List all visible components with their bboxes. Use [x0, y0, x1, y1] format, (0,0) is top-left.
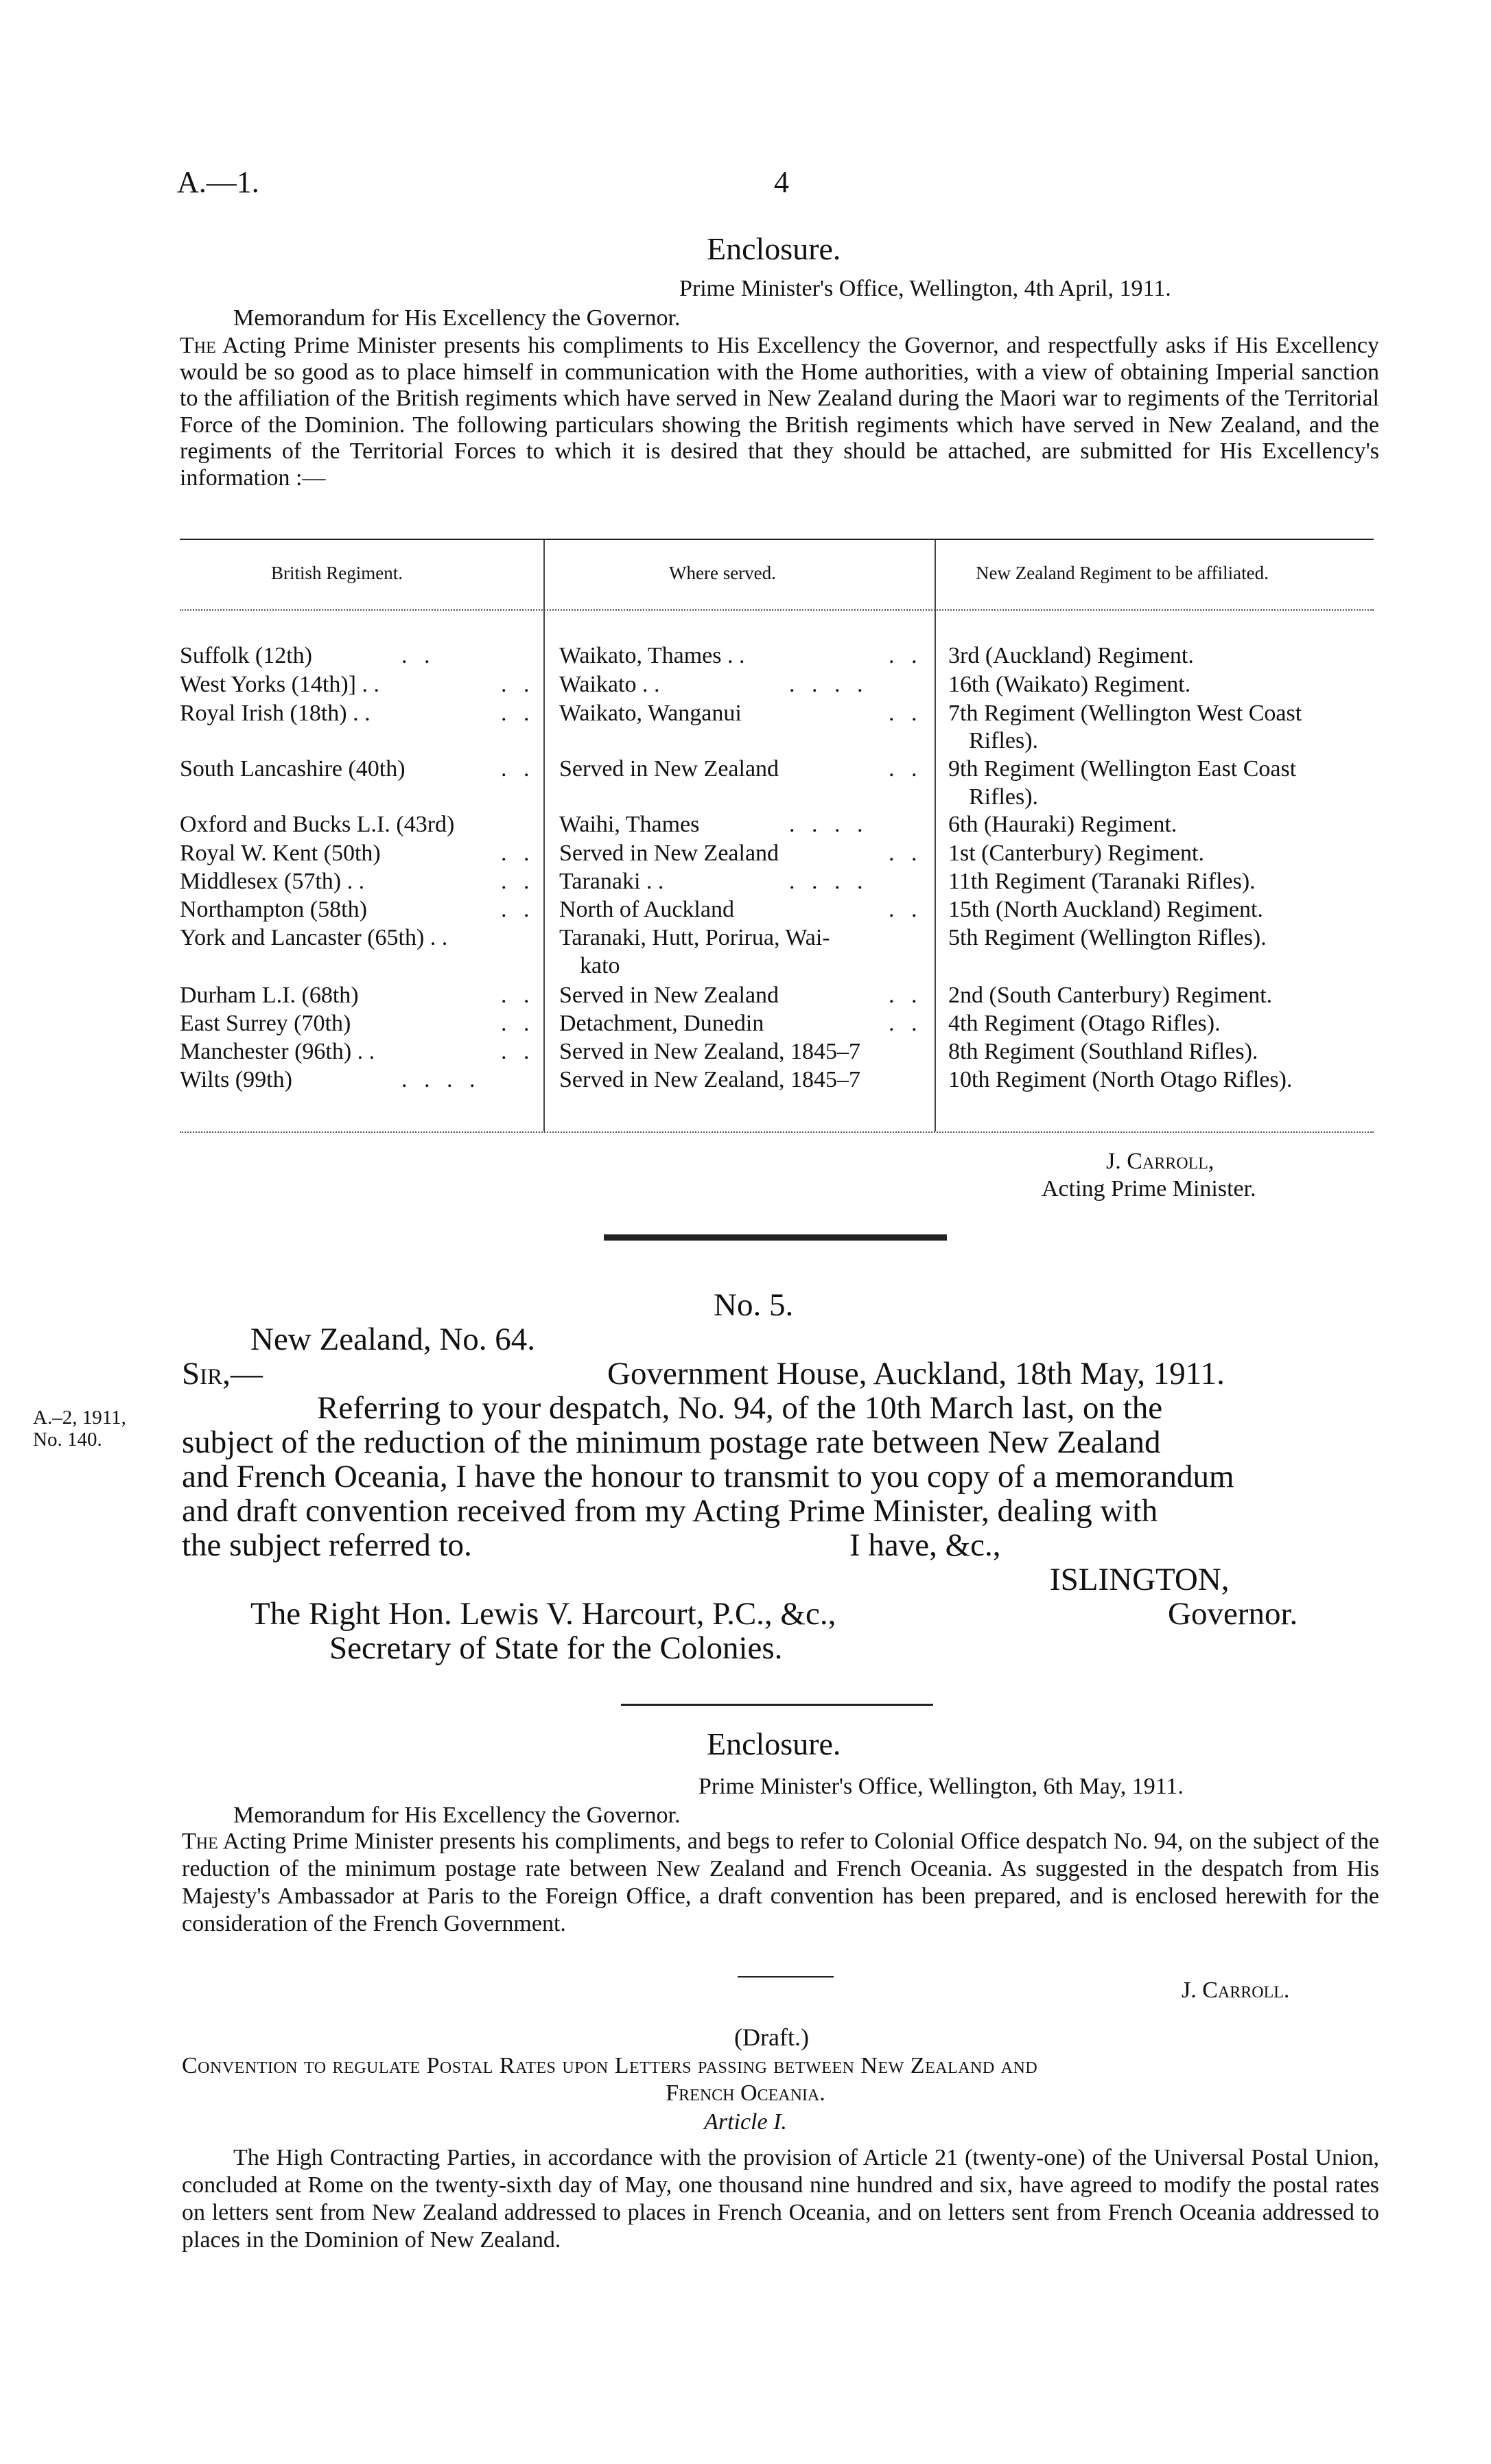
- british-regiment: Northampton (58th): [180, 897, 367, 922]
- enclosure-dateline: Prime Minister's Office, Wellington, 4th April, 1911.: [679, 276, 1171, 301]
- memorandum-body: [182, 1828, 1379, 1938]
- despatch-closing: I have, &c.,: [849, 1527, 1001, 1563]
- leader-dots: . . . .: [401, 1067, 481, 1092]
- where-served: Served in New Zealand: [559, 756, 779, 782]
- page-number: 4: [774, 165, 789, 199]
- column-divider: [935, 540, 936, 1131]
- leader-dots: . . . .: [789, 869, 869, 894]
- leader-dots: . .: [501, 672, 535, 697]
- despatch-reference: New Zealand, No. 64.: [250, 1322, 536, 1357]
- where-served-continued: kato: [580, 953, 620, 978]
- table-header: Where served.: [669, 563, 776, 583]
- where-served: Served in New Zealand: [559, 983, 779, 1008]
- despatch-line: and French Oceania, I have the honour to transmit to you copy of a memorandum: [182, 1459, 1234, 1494]
- despatch-line: and draft convention received from my Acting Prime Minister, dealing with: [182, 1493, 1158, 1529]
- leader-dots: . .: [889, 756, 923, 782]
- nz-regiment-continued: Rifles).: [969, 784, 1039, 810]
- british-regiment: South Lancashire (40th): [180, 756, 406, 782]
- nz-regiment: 8th Regiment (Southland Rifles).: [948, 1039, 1258, 1064]
- british-regiment: Durham L.I. (68th): [180, 983, 359, 1008]
- british-regiment: Suffolk (12th): [180, 643, 312, 668]
- where-served: Waihi, Thames: [559, 812, 700, 837]
- where-served: Served in New Zealand, 1845–7: [559, 1039, 861, 1064]
- series-number: A.—1.: [177, 165, 259, 199]
- signer-title: Governor.: [1168, 1596, 1298, 1632]
- leader-dots: . .: [889, 841, 923, 866]
- nz-regiment: 7th Regiment (Wellington West Coast: [948, 701, 1302, 726]
- despatch-line: the subject referred to.: [182, 1527, 472, 1563]
- memorandum-title: Memorandum for His Excellency the Governor.: [233, 305, 681, 331]
- leader-dots: . .: [501, 1011, 535, 1036]
- despatch-line: Referring to your despatch, No. 94, of the 10th March last, on the: [317, 1390, 1163, 1426]
- nz-regiment-continued: Rifles).: [969, 728, 1039, 753]
- british-regiment: Royal W. Kent (50th): [180, 841, 381, 866]
- leader-dots: . .: [501, 701, 535, 726]
- leader-dots: . .: [889, 701, 923, 726]
- despatch-signer: ISLINGTON,: [1050, 1562, 1230, 1597]
- signature-title: Acting Prime Minister.: [1042, 1176, 1256, 1201]
- british-regiment: Manchester (96th) . .: [180, 1039, 375, 1064]
- signature-name: J. Carroll,: [1106, 1149, 1214, 1174]
- article-heading: Article I.: [704, 2109, 787, 2135]
- where-served: Waikato, Wanganui: [559, 701, 742, 726]
- leader-dots: . .: [889, 983, 923, 1008]
- nz-regiment: 2nd (South Canterbury) Regiment.: [948, 983, 1273, 1008]
- nz-regiment: 1st (Canterbury) Regiment.: [948, 841, 1204, 866]
- lead-word: The: [180, 333, 216, 358]
- british-regiment: Royal Irish (18th) . .: [180, 701, 371, 726]
- convention-title-continued: French Oceania.: [666, 2080, 825, 2106]
- article-text: The High Contracting Parties, in accordance with the provision of Article 21 (twenty-one) of the Universal Postal Union, concluded at Rome on the twenty-sixth day of May, one thousand nine hundred and six, have agreed to modify the postal rates on letters sent from New Zealand addressed to places in French Oceania, and on letters sent from French Oceania addressed to places in the Dominion of New Zealand.: [182, 2145, 1379, 2253]
- nz-regiment: 16th (Waikato) Regiment.: [948, 672, 1191, 697]
- despatch-dateline: Government House, Auckland, 18th May, 1911.: [607, 1356, 1225, 1392]
- table-header: New Zealand Regiment to be affiliated.: [976, 563, 1269, 583]
- british-regiment: Wilts (99th): [180, 1067, 292, 1092]
- leader-dots: . . . .: [789, 672, 869, 697]
- where-served: Served in New Zealand, 1845–7: [559, 1067, 861, 1092]
- section-divider: [604, 1234, 947, 1241]
- addressee: The Right Hon. Lewis V. Harcourt, P.C., &c.,: [250, 1596, 836, 1632]
- leader-dots: . .: [501, 897, 535, 922]
- leader-dots: . .: [501, 841, 535, 866]
- where-served: Detachment, Dunedin: [559, 1011, 764, 1036]
- nz-regiment: 3rd (Auckland) Regiment.: [948, 643, 1194, 668]
- convention-title: Convention to regulate Postal Rates upon Letters passing between New Zealand and: [182, 2053, 1038, 2078]
- leader-dots: . .: [501, 756, 535, 782]
- where-served: Waikato . .: [559, 672, 660, 697]
- leader-dots: . .: [501, 983, 535, 1008]
- enclosure-heading: Enclosure.: [707, 1726, 841, 1761]
- addressee-title: Secretary of State for the Colonies.: [329, 1630, 783, 1666]
- leader-dots: . .: [501, 869, 535, 894]
- salutation: Sir,—: [182, 1356, 263, 1392]
- where-served: Waikato, Thames . .: [559, 643, 745, 668]
- nz-regiment: 6th (Hauraki) Regiment.: [948, 812, 1177, 837]
- british-regiment: Middlesex (57th) . .: [180, 869, 365, 894]
- leader-dots: . .: [401, 643, 436, 668]
- nz-regiment: 9th Regiment (Wellington East Coast: [948, 756, 1297, 782]
- british-regiment: York and Lancaster (65th) . .: [180, 925, 448, 950]
- memorandum-text: Acting Prime Minister presents his compliments, and begs to refer to Colonial Office despatch No. 94, on the subject of the reduction of the minimum postage rate between New Zealand and French Oceania. As suggested in the despatch from His Majesty's Ambassador at Paris to the Foreign Office, a draft convention has been prepared, and is enclosed herewith for the consideration of the French Government.: [182, 1829, 1380, 1936]
- memorandum-text: Acting Prime Minister presents his compliments to His Excellency the Governor, and respectfully asks if His Excellency would be so good as to place himself in communication with the Home authorities, with a view of obtaining Imperial sanction to the affiliation of the British regiments which have served in New Zealand during the Maori war to regiments of the Territorial Force of the Dominion. The following particulars showing the British regiments which have served in New Zealand, and the regiments of the Territorial Forces to which it is desired that they should be attached, are submitted for His Excellency's information :—: [180, 333, 1380, 491]
- nz-regiment: 4th Regiment (Otago Rifles).: [948, 1011, 1221, 1036]
- margin-note: A.–2, 1911,: [33, 1407, 126, 1429]
- table-bottom-rule: [180, 1131, 1374, 1133]
- where-served: Taranaki, Hutt, Porirua, Wai-: [559, 925, 830, 950]
- signature: J. Carroll.: [1182, 1978, 1290, 2003]
- section-divider: [621, 1704, 933, 1706]
- nz-regiment: 15th (North Auckland) Regiment.: [948, 897, 1263, 922]
- memorandum-body: [180, 333, 1379, 491]
- leader-dots: . .: [501, 1039, 535, 1064]
- despatch-line: subject of the reduction of the minimum postage rate between New Zealand: [182, 1424, 1161, 1460]
- memorandum-title: Memorandum for His Excellency the Governor.: [233, 1803, 681, 1828]
- british-regiment: East Surrey (70th): [180, 1011, 351, 1036]
- nz-regiment: 5th Regiment (Wellington Rifles).: [948, 925, 1267, 950]
- header-rule: [180, 609, 1374, 611]
- margin-note: No. 140.: [33, 1429, 102, 1451]
- british-regiment: Oxford and Bucks L.I. (43rd): [180, 812, 455, 837]
- table-header: British Regiment.: [271, 563, 403, 583]
- where-served: Served in New Zealand: [559, 841, 779, 866]
- where-served: Taranaki . .: [559, 869, 664, 894]
- table-top-rule: [180, 539, 1374, 540]
- column-divider: [543, 540, 545, 1131]
- leader-dots: . .: [889, 643, 923, 668]
- enclosure-dateline: Prime Minister's Office, Wellington, 6th May, 1911.: [698, 1774, 1184, 1799]
- enclosure-heading: Enclosure.: [707, 231, 841, 266]
- nz-regiment: 11th Regiment (Taranaki Rifles).: [948, 869, 1256, 894]
- despatch-number: No. 5.: [714, 1287, 794, 1323]
- leader-dots: . .: [889, 897, 923, 922]
- nz-regiment: 10th Regiment (North Otago Rifles).: [948, 1067, 1293, 1092]
- short-rule: [738, 1976, 834, 1978]
- british-regiment: West Yorks (14th)] . .: [180, 672, 379, 697]
- where-served: North of Auckland: [559, 897, 734, 922]
- lead-word: The: [182, 1829, 218, 1854]
- draft-label: (Draft.): [734, 2023, 809, 2051]
- leader-dots: . . . .: [789, 812, 869, 837]
- leader-dots: . .: [889, 1011, 923, 1036]
